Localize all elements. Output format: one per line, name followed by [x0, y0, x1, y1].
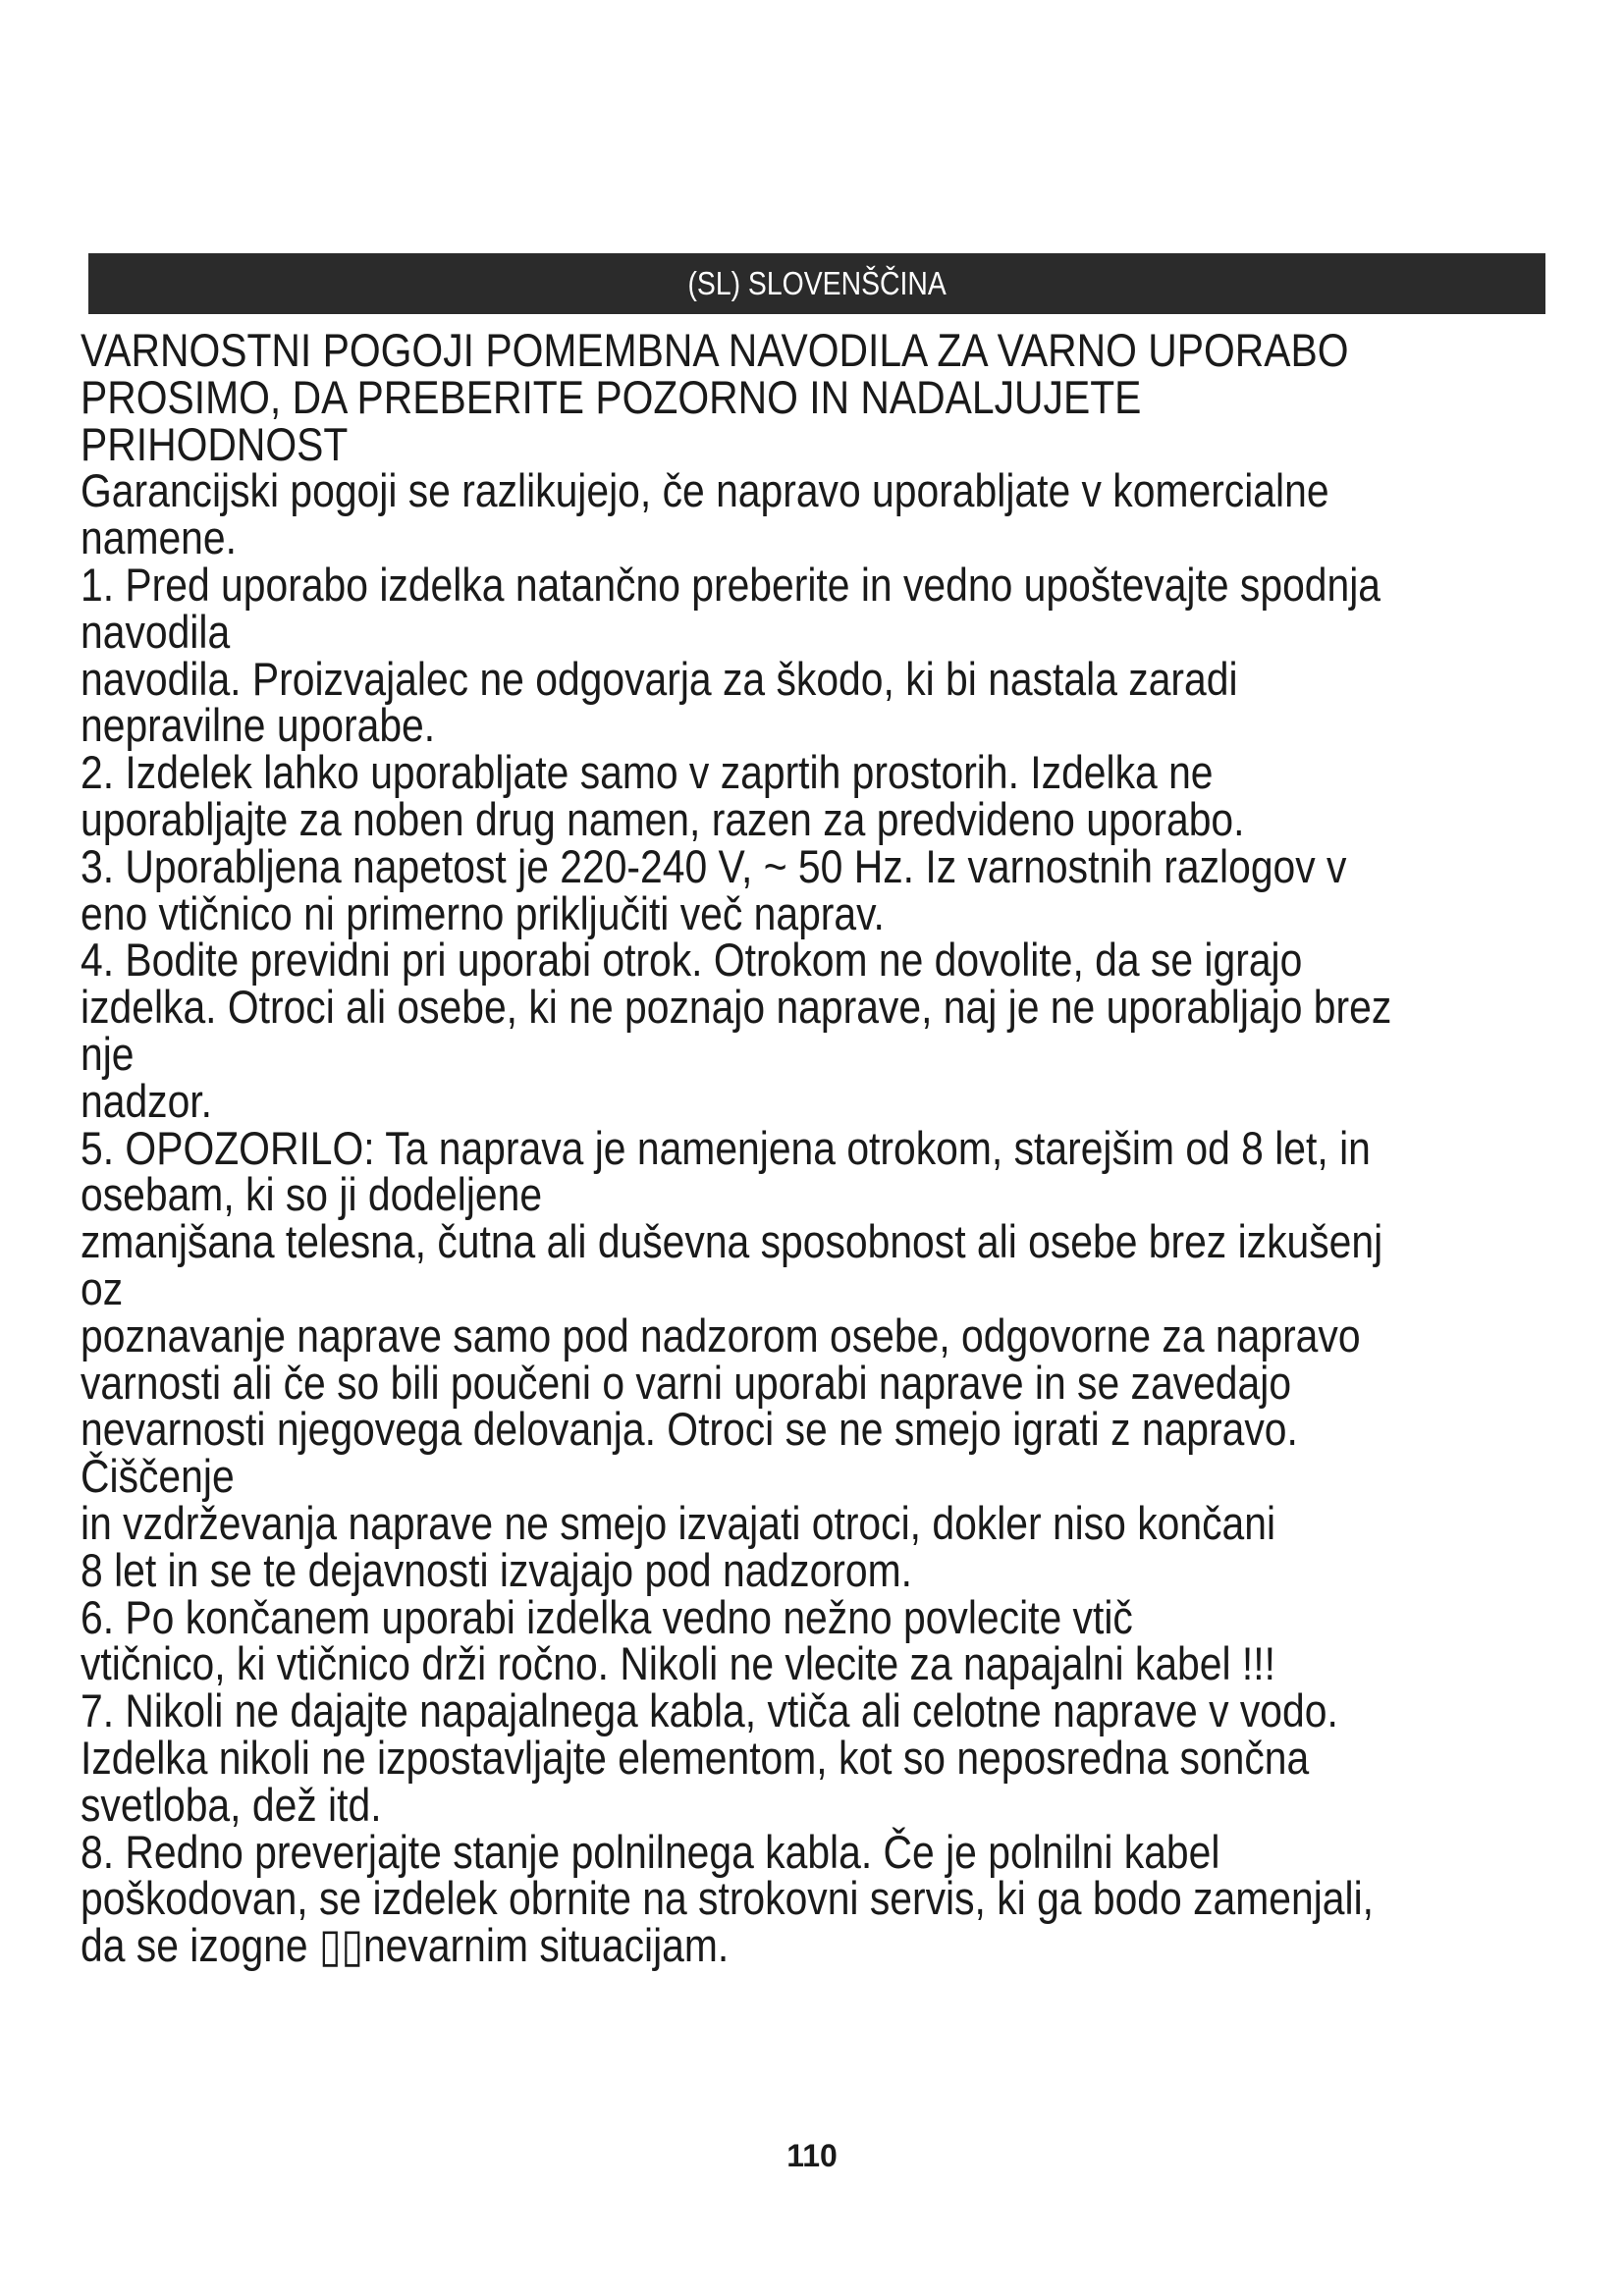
text-line: poznavanje naprave samo pod nadzorom osebe, odgovorne za napravo: [81, 1309, 1361, 1362]
text-line: svetloba, dež itd.: [81, 1779, 382, 1832]
text-line: in vzdrževanja naprave ne smejo izvajati otroci, dokler niso končani: [81, 1497, 1276, 1550]
text-line: osebam, ki so ji dodeljene: [81, 1169, 543, 1222]
text-line: navodila. Proizvajalec ne odgovarja za škodo, ki bi nastala zaradi: [81, 653, 1238, 706]
text-line: 8 let in se te dejavnosti izvajajo pod nadzorom.: [81, 1544, 913, 1597]
text-line: vtičnico, ki vtičnico drži ročno. Nikoli ne vlecite za napajalni kabel !!!: [81, 1638, 1275, 1691]
text-line: PRIHODNOST: [81, 418, 349, 471]
text-line: uporabljajte za noben drug namen, razen za predvideno uporabo.: [81, 793, 1245, 846]
text-line: 1. Pred uporabo izdelka natančno preberite in vedno upoštevajte spodnja: [81, 559, 1381, 612]
text-line: PROSIMO, DA PREBERITE POZORNO IN NADALJUJETE: [81, 371, 1142, 424]
text-line: eno vtičnico ni primerno priključiti več naprav.: [81, 887, 885, 940]
text-line: poškodovan, se izdelek obrnite na strokovni servis, ki ga bodo zamenjali,: [81, 1873, 1374, 1926]
language-header-bar: [88, 253, 1545, 314]
text-line: 7. Nikoli ne dajajte napajalnega kabla, vtiča ali celotne naprave v vodo.: [81, 1685, 1338, 1738]
safety-instructions-text: [81, 325, 1398, 1973]
text-line: navodila: [81, 606, 231, 659]
text-line: nje: [81, 1028, 135, 1081]
text-line: Čiščenje: [81, 1451, 235, 1504]
text-line: 5. OPOZORILO: Ta naprava je namenjena otrokom, starejšim od 8 let, in: [81, 1122, 1371, 1175]
text-line: namene.: [81, 512, 237, 565]
text-line: izdelka. Otroci ali osebe, ki ne poznajo naprave, naj je ne uporabljajo brez: [81, 982, 1392, 1035]
text-line: nepravilne uporabe.: [81, 700, 436, 753]
text-line: 8. Redno preverjajte stanje polnilnega kabla. Če je polnilni kabel: [81, 1826, 1220, 1879]
text-line: da se izogne ▯▯nevarnim situacijam.: [81, 1920, 730, 1973]
text-line: nevarnosti njegovega delovanja. Otroci se ne smejo igrati z napravo.: [81, 1404, 1298, 1457]
text-line: nadzor.: [81, 1075, 213, 1128]
text-line: VARNOSTNI POGOJI POMEMBNA NAVODILA ZA VARNO UPORABO: [81, 325, 1349, 377]
language-header-label: (SL) SLOVENŠČINA: [687, 265, 947, 301]
text-line: 4. Bodite previdni pri uporabi otrok. Otrokom ne dovolite, da se igrajo: [81, 934, 1303, 988]
text-line: varnosti ali če so bili poučeni o varni uporabi naprave in se zavedajo: [81, 1357, 1292, 1410]
text-line: Izdelka nikoli ne izpostavljajte elementom, kot so neposredna sončna: [81, 1732, 1310, 1785]
page-number: 110: [786, 2138, 838, 2173]
text-line: Garancijski pogoji se razlikujejo, če napravo uporabljate v komercialne: [81, 465, 1329, 518]
text-line: oz: [81, 1262, 124, 1315]
text-line: 3. Uporabljena napetost je 220-240 V, ~ 50 Hz. Iz varnostnih razlogov v: [81, 840, 1347, 893]
text-line: zmanjšana telesna, čutna ali duševna sposobnost ali osebe brez izkušenj: [81, 1216, 1383, 1269]
text-line: 2. Izdelek lahko uporabljate samo v zaprtih prostorih. Izdelka ne: [81, 747, 1214, 800]
text-line: 6. Po končanem uporabi izdelka vedno nežno povlecite vtič: [81, 1591, 1133, 1644]
